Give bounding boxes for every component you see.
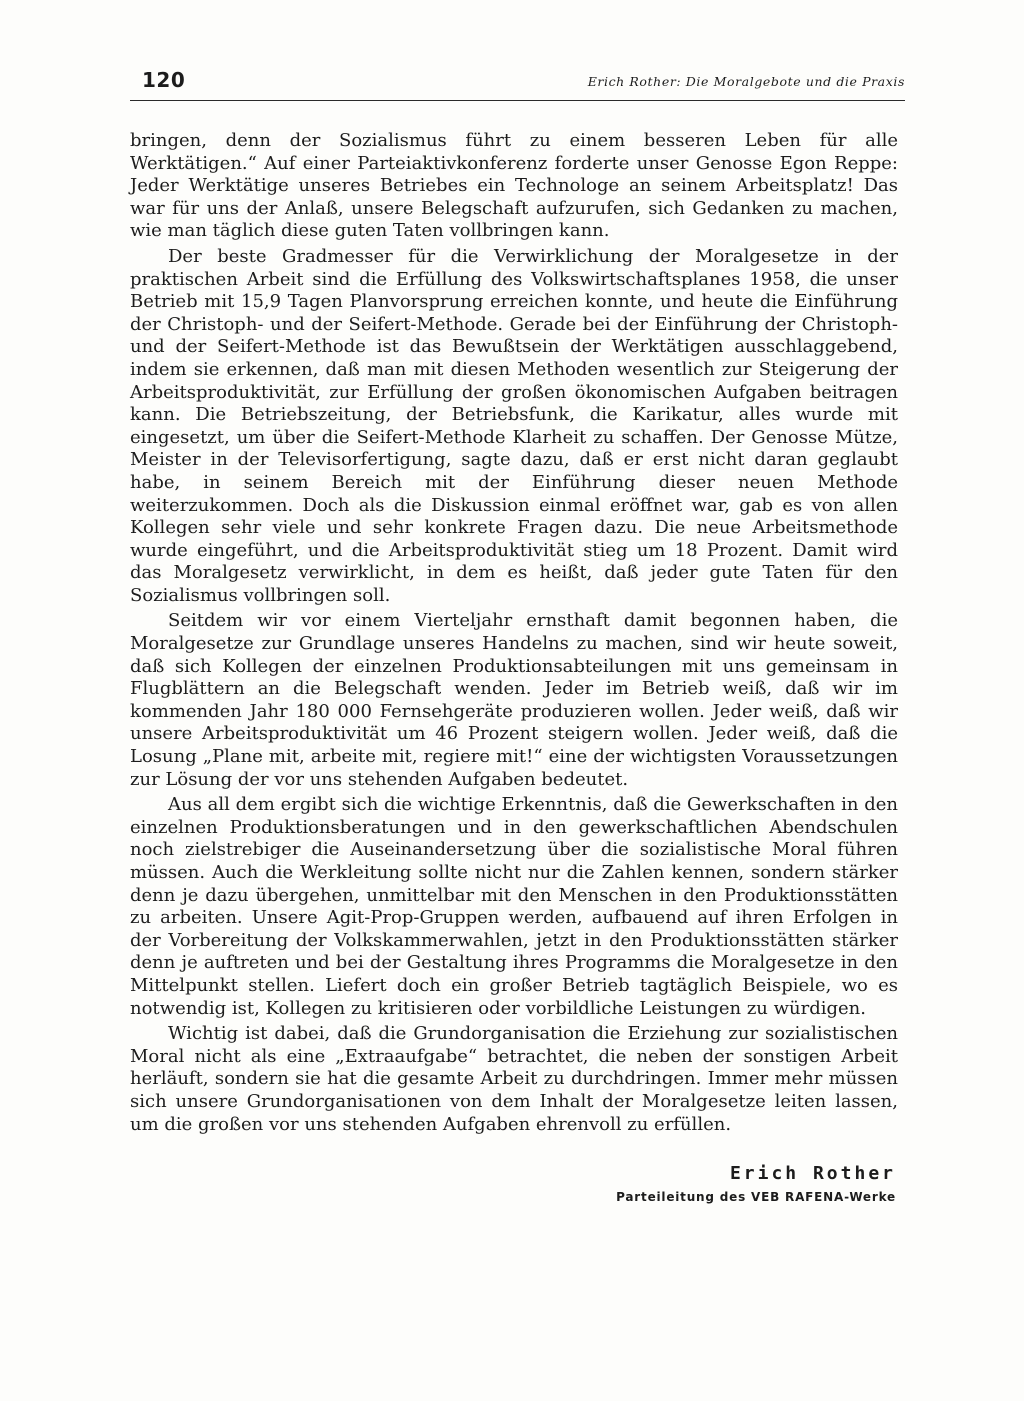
- paragraph-1: bringen, denn der Sozialismus führt zu einem besseren Leben für alle Werktätigen.“ Auf einer Parteiaktivkonferenz forderte unser Genosse Egon Reppe: Jeder Werktätige unseres Betriebes ein Technologe an seinem Arbeitsplatz! Das war für uns der Anlaß, unsere Belegschaft aufzurufen, sich Gedanken zu machen, wie man täglich diese guten Taten vollbringen kann.: [130, 130, 898, 242]
- paragraph-2: Der beste Gradmesser für die Verwirklichung der Moralgesetze in der praktischen Arbeit sind die Erfüllung des Volkswirtschaftsplanes 1958, die unser Betrieb mit 15,9 Tagen Planvorsprung erreichen konnte, und heute die Einführung der Christoph- und der Seifert-Methode. Gerade bei der Einführung der Christoph- und der Seifert-Methode ist das Bewußtsein der Werktätigen ausschlaggebend, indem sie erkennen, daß man mit diesen Methoden wesentlich zur Steigerung der Arbeitsproduktivität, zur Erfüllung der großen ökonomischen Aufgaben beitragen kann. Die Betriebszeitung, der Betriebsfunk, die Karikatur, alles wurde mit eingesetzt, um über die Seifert-Methode Klarheit zu schaffen. Der Genosse Mütze, Meister in der Televisorfertigung, sagte dazu, daß er erst nicht daran geglaubt habe, in seinem Bereich mit der Einführung dieser neuen Methode weiterzukommen. Doch als die Diskussion einmal eröffnet war, gab es von allen Kollegen sehr viele und sehr konkrete Fragen dazu. Die neue Arbeitsmethode wurde eingeführt, und die Arbeitsproduktivität stieg um 18 Prozent. Damit wird das Moralgesetz verwirklicht, in dem es heißt, daß jeder gute Taten für den Sozialismus vollbringen soll.: [130, 245, 898, 606]
- page-number: 120: [142, 68, 186, 92]
- author-name: Erich Rother: [729, 1163, 896, 1184]
- running-head: Erich Rother: Die Moralgebote und die Praxis: [587, 74, 905, 89]
- article-body: [130, 130, 898, 1136]
- author-affiliation: Parteileitung des VEB RAFENA-Werke: [616, 1190, 896, 1204]
- paragraph-3: Seitdem wir vor einem Vierteljahr ernsthaft damit begonnen haben, die Moralgesetze zur Grundlage unseres Handelns zu machen, sind wir heute soweit, daß sich Kollegen der einzelnen Produktionsabteilungen mit uns gemeinsam in Flugblättern an die Belegschaft wenden. Jeder im Betrieb weiß, daß wir im kommenden Jahr 180 000 Fernsehgeräte produzieren wollen. Jeder weiß, daß wir unsere Arbeitsproduktivität um 46 Prozent steigern wollen. Jeder weiß, daß die Losung „Plane mit, arbeite mit, regiere mit!“ eine der wichtigsten Voraussetzungen zur Lösung der vor uns stehenden Aufgaben bedeutet.: [130, 610, 898, 790]
- page-header: [130, 66, 905, 101]
- paragraph-5: Wichtig ist dabei, daß die Grundorganisation die Erziehung zur sozialistischen Moral nicht als eine „Extraaufgabe“ betrachtet, die neben der sonstigen Arbeit herläuft, sondern sie hat die gesamte Arbeit zu durchdringen. Immer mehr müssen sich unsere Grundorganisationen von dem Inhalt der Moralgesetze leiten lassen, um die großen vor uns stehenden Aufgaben ehrenvoll zu erfüllen.: [130, 1023, 898, 1135]
- paragraph-4: Aus all dem ergibt sich die wichtige Erkenntnis, daß die Gewerkschaften in den einzelnen Produktionsberatungen und in den gewerkschaftlichen Abendschulen noch zielstrebiger die Auseinandersetzung über die sozialistische Moral führen müssen. Auch die Werkleitung sollte nicht nur die Zahlen kennen, sondern stärker denn je dazu übergehen, unmittelbar mit den Menschen in den Produktionsstätten zu arbeiten. Unsere Agit-Prop-Gruppen werden, aufbauend auf ihren Erfolgen in der Vorbereitung der Volkskammerwahlen, jetzt in den Produktionsstätten stärker denn je auftreten und bei der Gestaltung ihres Programms die Moralgesetze in den Mittelpunkt stellen. Liefert doch ein großer Betrieb tagtäglich Beispiele, wo es notwendig ist, Kollegen zu kritisieren oder vorbildliche Leistungen zu würdigen.: [130, 794, 898, 1019]
- author-signature: [616, 1163, 896, 1204]
